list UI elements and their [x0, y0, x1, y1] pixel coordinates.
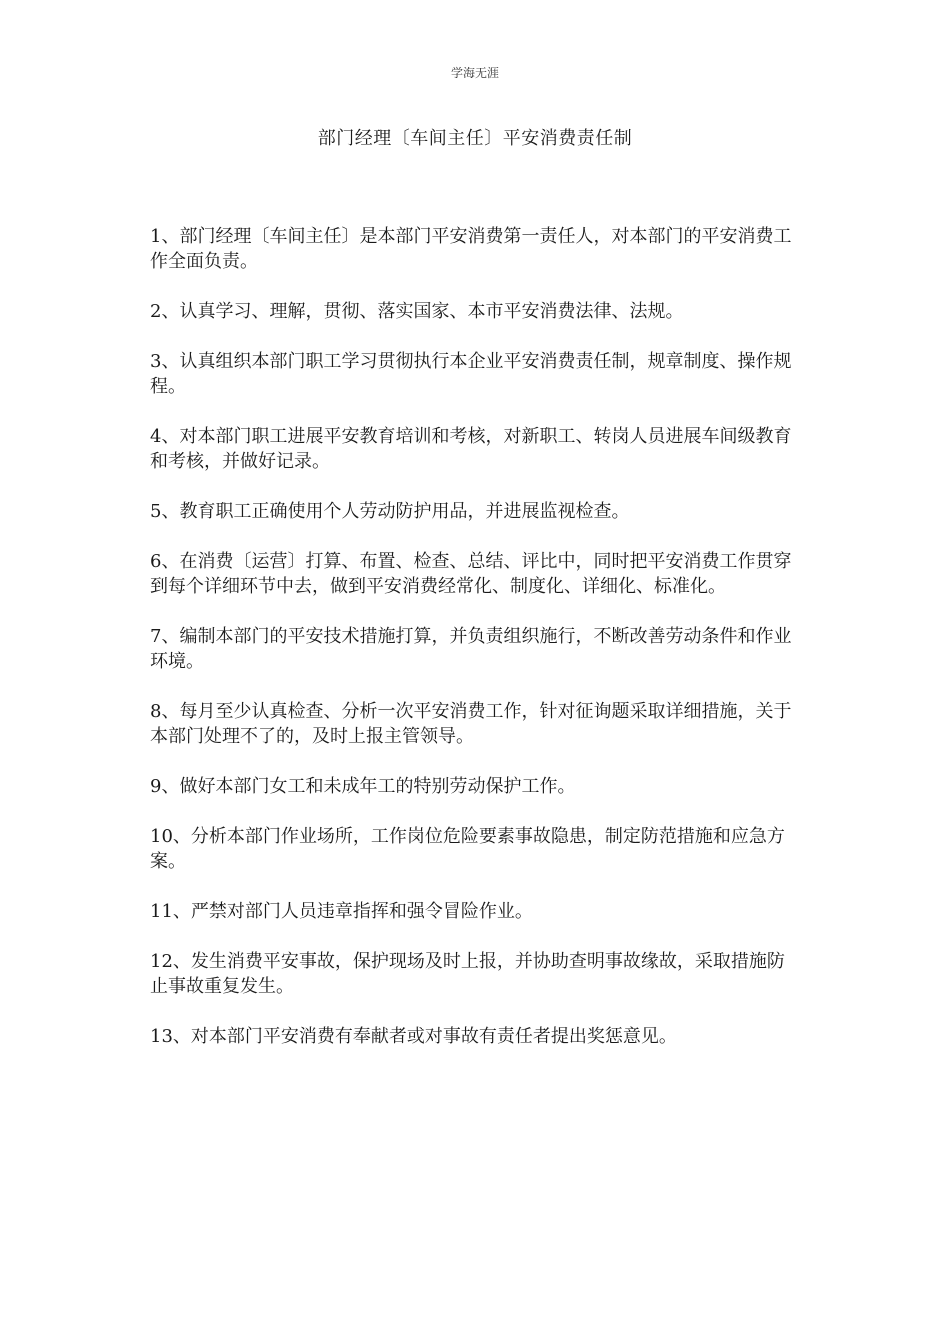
clause-12: 12、发生消费平安事故，保护现场及时上报，并协助查明事故缘故，采取措施防止事故重复发生。: [150, 951, 785, 997]
clause-7: 7、编制本部门的平安技术措施打算，并负责组织施行，不断改善劳动条件和作业环境。: [150, 626, 792, 672]
clause-3: 3、认真组织本部门职工学习贯彻执行本企业平安消费责任制，规章制度、操作规程。: [150, 351, 792, 397]
clause-1: 1、部门经理〔车间主任〕是本部门平安消费第一责任人，对本部门的平安消费工作全面负责。: [150, 226, 792, 272]
clause-4: 4、对本部门职工进展平安教育培训和考核，对新职工、转岗人员进展车间级教育和考核，并做好记录。: [150, 426, 792, 472]
clause-10: 10、分析本部门作业场所，工作岗位危险要素事故隐患，制定防范措施和应急方案。: [150, 826, 785, 872]
clause-9: 9、做好本部门女工和未成年工的特别劳动保护工作。: [150, 776, 576, 797]
clause-11: 11、严禁对部门人员违章指挥和强令冒险作业。: [150, 901, 533, 922]
clause-6: 6、在消费〔运营〕打算、布置、检查、总结、评比中，同时把平安消费工作贯穿到每个详细环节中去，做到平安消费经常化、制度化、详细化、标准化。: [150, 551, 792, 597]
clause-13: 13、对本部门平安消费有奉献者或对事故有责任者提出奖惩意见。: [150, 1026, 677, 1047]
clause-5: 5、教育职工正确使用个人劳动防护用品，并进展监视检查。: [150, 501, 630, 522]
clause-2: 2、认真学习、理解，贯彻、落实国家、本市平安消费法律、法规。: [150, 301, 684, 322]
document-title: 部门经理〔车间主任〕平安消费责任制: [317, 128, 633, 149]
clause-8: 8、每月至少认真检查、分析一次平安消费工作，针对征询题采取详细措施，关于本部门处理不了的，及时上报主管领导。: [150, 701, 792, 747]
document-body: [150, 224, 800, 1074]
page-header: 学海无涯: [450, 66, 499, 80]
